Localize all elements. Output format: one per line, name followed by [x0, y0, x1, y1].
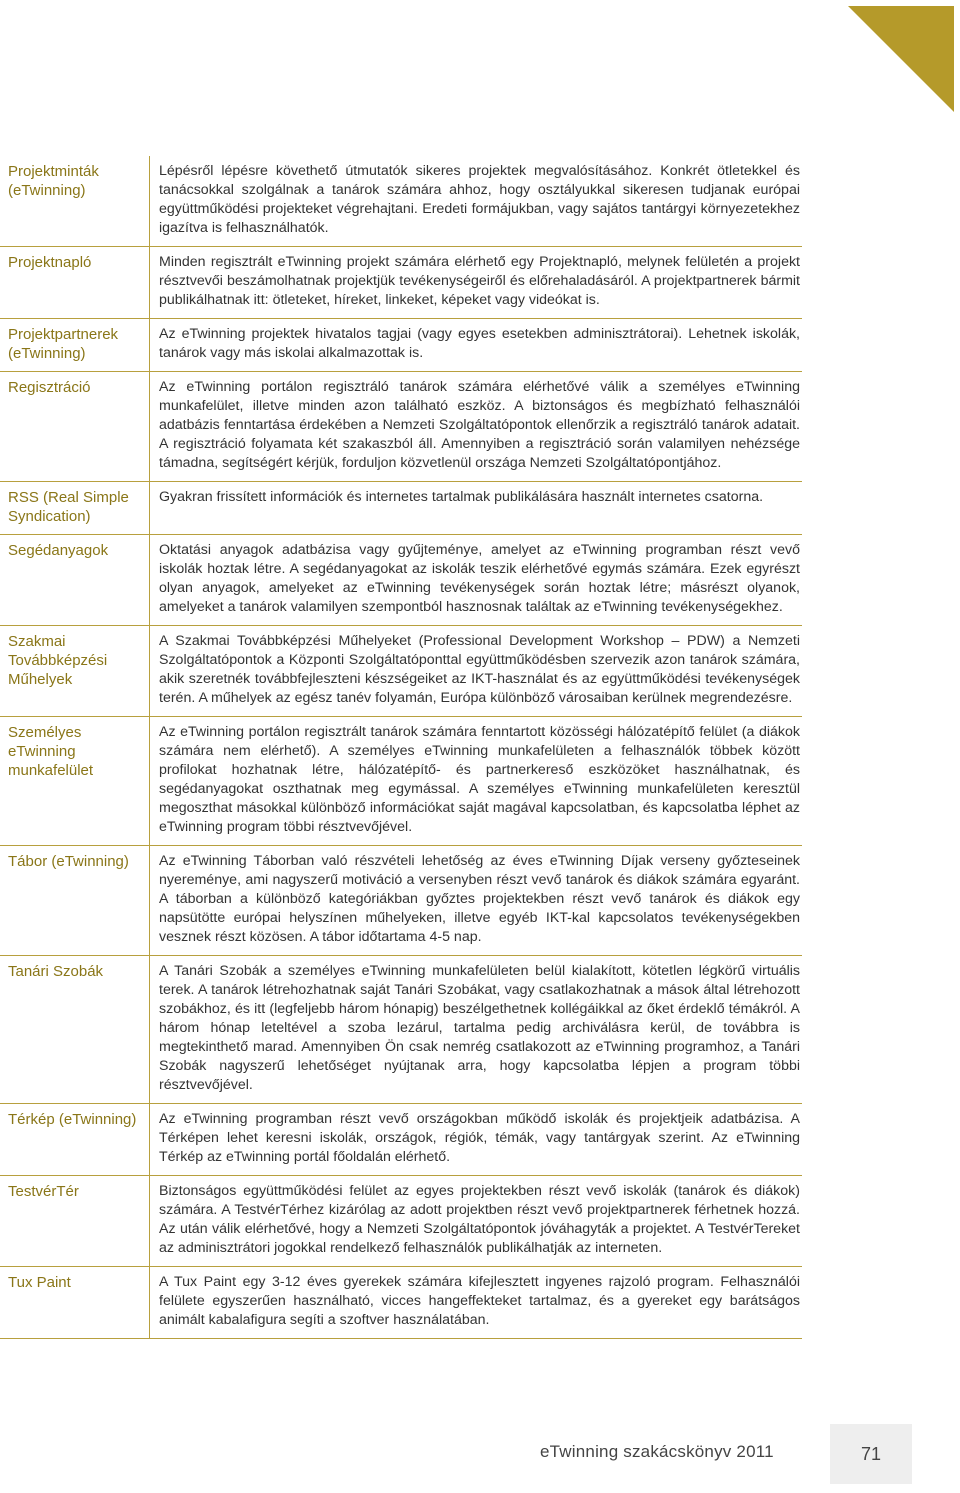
glossary-term: Térkép (eTwinning) — [0, 1104, 150, 1175]
page-number-box — [830, 1424, 912, 1484]
glossary-entry — [0, 626, 802, 717]
glossary-definition: Oktatási anyagok adatbázisa vagy gyűjteménye, amelyet az eTwinning programban részt vevő iskolák hoztak létre. A segédanyagokat az iskolák teszik elérhetővé egymás számára. Ezek egyrészt olyan anyagok, amelyeket az eTwinning tevékenységek során hoztak létre; másrészt olyanok, amelyeket a tanárok valamilyen szempontból hasznosnak találtak az eTwinning tevékenységekhez. — [159, 542, 800, 615]
glossary-entry — [0, 1176, 802, 1267]
glossary-definition: Az eTwinning Táborban való részvételi lehetőség az éves eTwinning Díjak verseny győzteseinek nyereménye, ami nagyszerű motiváció a versenyben részt vevő tanárok és diákok számára egyaránt. A táborban a különböző kategóriákban győztes projektekben részt vevő tanárok és diákok egy napsütötte európai helyszínen műhelyeken, illetve egyéb IKT-kal kapcsolatos tevékenységekben vesznek részt közösen. A tábor időtartama 4-5 nap. — [159, 853, 800, 945]
glossary-definition: A Tanári Szobák a személyes eTwinning munkafelületen belül kialakított, kötetlen légkörű virtuális terek. A tanárok létrehozhatnak saját Tanári Szobákat, vagy csatlakozhatnak a mások által létrehozott szobákhoz, és itt (legfeljebb három hónapig) beszélgethetnek kollégáikkal az őket érdeklő témákról. A három hónap leteltével a szoba lezárul, tartalma pedig archiválásra kerül, de továbbra is megtekinthető marad. Amennyiben Ön csak nemrég csatlakozott az eTwinning programhoz, a Tanári Szobák nagyszerű lehetőséget nyújtanak arra, hogy kapcsolatba lépjen a program többi résztvevőjével. — [159, 963, 800, 1093]
footer-book-title: eTwinning szakácskönyv 2011 — [540, 1442, 774, 1461]
page-number: 71 — [860, 1443, 882, 1464]
glossary-entry — [0, 717, 802, 846]
glossary-definition: Biztonságos együttműködési felület az egyes projektekben részt vevő iskolák (tanárok és diákok) számára. A TestvérTérhez kizárólag az adott projektben részt vevő projektpartnerek férhetnek hozzá. Az után válik elérhetővé, hogy a Nemzeti Szolgáltatópontok jóváhagyták a projektet. A TestvérTereket az adminisztrátori jogokkal rendelkező felhasználók publikálhatják az interneten. — [159, 1183, 800, 1256]
glossary-term: Projektminták (eTwinning) — [0, 156, 150, 246]
glossary-entry — [0, 372, 802, 482]
glossary-definition: Az eTwinning programban részt vevő országokban működő iskolák és projektjeik adatbázisa. A Térképen lehet keresni iskolák, országok, régiók, témák, vagy tantárgyak szerint. Az eTwinning Térkép az eTwinning portál főoldalán elérhető. — [159, 1111, 800, 1165]
glossary-entry — [0, 1104, 802, 1176]
corner-decoration — [848, 6, 954, 112]
glossary-definition: Az eTwinning projektek hivatalos tagjai (vagy egyes esetekben adminisztrátorai). Lehetnek iskolák, tanárok vagy más iskolai alkalmazottak is. — [159, 326, 800, 361]
glossary-term: Szakmai Továbbképzési Műhelyek — [0, 626, 150, 716]
glossary-definition: Gyakran frissített információk és internetes tartalmak publikálására használt internetes csatorna. — [159, 489, 764, 505]
glossary-entry — [0, 247, 802, 319]
glossary-term: Projektpartnerek (eTwinning) — [0, 319, 150, 371]
glossary-entry — [0, 1267, 802, 1339]
glossary-definition: Az eTwinning portálon regisztráló tanárok számára elérhetővé válik a személyes eTwinning munkafelület, illetve minden azon található eszköz. A biztonságos és megbízható felhasználói adatbázis fenntartása érdekében a Nemzeti Szolgáltatópontok ellenőrzik a regisztráló tanárok adatait. A regisztráció folyamata két szakaszból áll. Amennyiben a regisztráció során valamilyen nehézsége támadna, segítségért kérjük, forduljon közvetlenül országa Nemzeti Szolgáltatópontjához. — [159, 379, 800, 471]
glossary-definition: A Tux Paint egy 3-12 éves gyerekek számára kifejlesztett ingyenes rajzoló program. Felhasználói felülete egyszerűen használható, vicces hangeffekteket tartalmaz, és a gyereket egy barátságos animált kabalafigura segíti a szoftver használatában. — [159, 1274, 800, 1328]
glossary-term: Regisztráció — [0, 372, 150, 481]
glossary-term: Segédanyagok — [0, 535, 150, 625]
glossary-table — [0, 156, 802, 1339]
glossary-definition: Az eTwinning portálon regisztrált tanárok számára fenntartott közösségi hálózatépítő felület (a diákok számára nem elérhető). A személyes eTwinning munkafelületen a felhasználók többek között profilokat hozhatnak létre, hálózatépítő- és partnerkereső eszközöket használhatnak, és segédanyagokat oszthatnak meg egymással. A személyes eTwinning munkafelületen keresztül megoszthat másokkal különböző információkat saját magával kapcsolatban, és kapcsolatba léphet az eTwinning program többi résztvevőjével. — [159, 724, 800, 835]
glossary-term: Tábor (eTwinning) — [0, 846, 150, 955]
glossary-term: Személyes eTwinning munkafelület — [0, 717, 150, 845]
glossary-entry — [0, 319, 802, 372]
glossary-definition: Minden regisztrált eTwinning projekt számára elérhető egy Projektnapló, melynek felületén a projekt résztvevői beszámolhatnak projektjük tevékenységeiről és előrehaladásáról. A projektpartnerek bármit publikálhatnak itt: ötleteket, híreket, linkeket, képeket vagy videókat is. — [159, 254, 800, 308]
glossary-entry — [0, 956, 802, 1104]
glossary-entry — [0, 535, 802, 626]
glossary-entry — [0, 846, 802, 956]
glossary-term: RSS (Real Simple Syndication) — [0, 482, 150, 534]
glossary-definition: A Szakmai Továbbképzési Műhelyeket (Professional Development Workshop – PDW) a Nemzeti Szolgáltatópontok a Központi Szolgáltatóponttal együttműködésben szervezik azon tanárok számára, akik szeretnék továbbfejleszteni készségeiket az IKT-használat és az együttműködési tevékenységek terén. A műhelyek az egész tanév folyamán, Európa különböző városaiban kerülnek megrendezésre. — [159, 633, 800, 706]
glossary-term: Tux Paint — [0, 1267, 150, 1338]
glossary-term: TestvérTér — [0, 1176, 150, 1266]
glossary-term: Projektnapló — [0, 247, 150, 318]
glossary-entry — [0, 156, 802, 247]
glossary-term: Tanári Szobák — [0, 956, 150, 1103]
glossary-definition: Lépésről lépésre követhető útmutatók sikeres projektek megvalósításához. Konkrét ötletekkel és tanácsokkal szolgálnak a tanárok számára ahhoz, hogy osztályukkal sikeresen tudjanak európai együttműködési projekteket végrehajtani. Eredeti formájukban, vagy sajátos tantárgyi környezetekhez igazítva is felhasználhatók. — [159, 163, 800, 236]
glossary-entry — [0, 482, 802, 535]
